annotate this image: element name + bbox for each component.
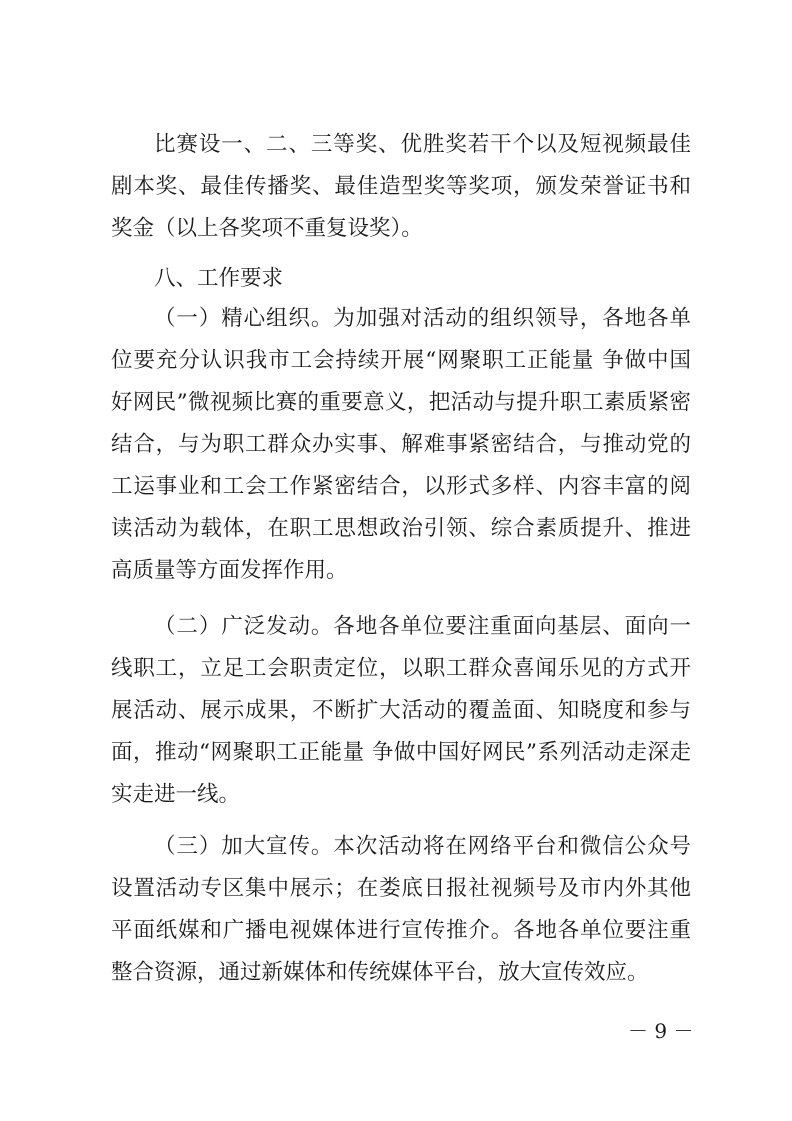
text-line: 好网民”微视频比赛的重要意义，把活动与提升职工素质紧密 [111,390,691,415]
text-line: 比赛设一、二、三等奖、优胜奖若干个以及短视频最佳 [154,132,691,157]
section-heading: 八、工作要求 [154,266,284,291]
text-line: 线职工，立足工会职责定位，以职工群众喜闻乐见的方式开 [111,656,691,681]
text-line: 位要充分认识我市工会持续开展“网聚职工正能量 争做中国 [111,348,691,373]
text-line: （二）广泛发动。各地各单位要注重面向基层、面向一 [154,614,691,639]
page-number: － 9 － [628,1019,694,1043]
paragraph-publicity [111,826,691,994]
text-line: 读活动为载体，在职工思想政治引领、综合素质提升、推进 [111,516,691,541]
text-line: 奖金（以上各奖项不重复设奖）。 [111,216,423,241]
text-line: （一）精心组织。为加强对活动的组织领导，各地各单 [154,306,691,331]
text-line: 工运事业和工会工作紧密结合，以形式多样、内容丰富的阅 [111,474,691,499]
text-line: 设置活动专区集中展示；在娄底日报社视频号及市内外其他 [111,876,691,901]
paragraph-awards [111,124,691,250]
text-line: 结合，与为职工群众办实事、解难事紧密结合，与推动党的 [111,432,691,457]
text-line: 实走进一线。 [111,782,241,807]
text-line: 整合资源，通过新媒体和传统媒体平台，放大宣传效应。 [111,960,649,985]
text-line: 高质量等方面发挥作用。 [111,558,348,583]
text-line: 面，推动“网聚职工正能量 争做中国好网民”系列活动走深走 [111,740,691,765]
text-line: 平面纸媒和广播电视媒体进行宣传推介。各地各单位要注重 [111,918,691,943]
paragraph-mobilization [111,606,691,816]
text-line: 展活动、展示成果，不断扩大活动的覆盖面、知晓度和参与 [111,698,691,723]
text-line: 剧本奖、最佳传播奖、最佳造型奖等奖项，颁发荣誉证书和 [111,174,691,199]
text-line: （三）加大宣传。本次活动将在网络平台和微信公众号 [154,834,691,859]
paragraph-organization [111,298,691,592]
